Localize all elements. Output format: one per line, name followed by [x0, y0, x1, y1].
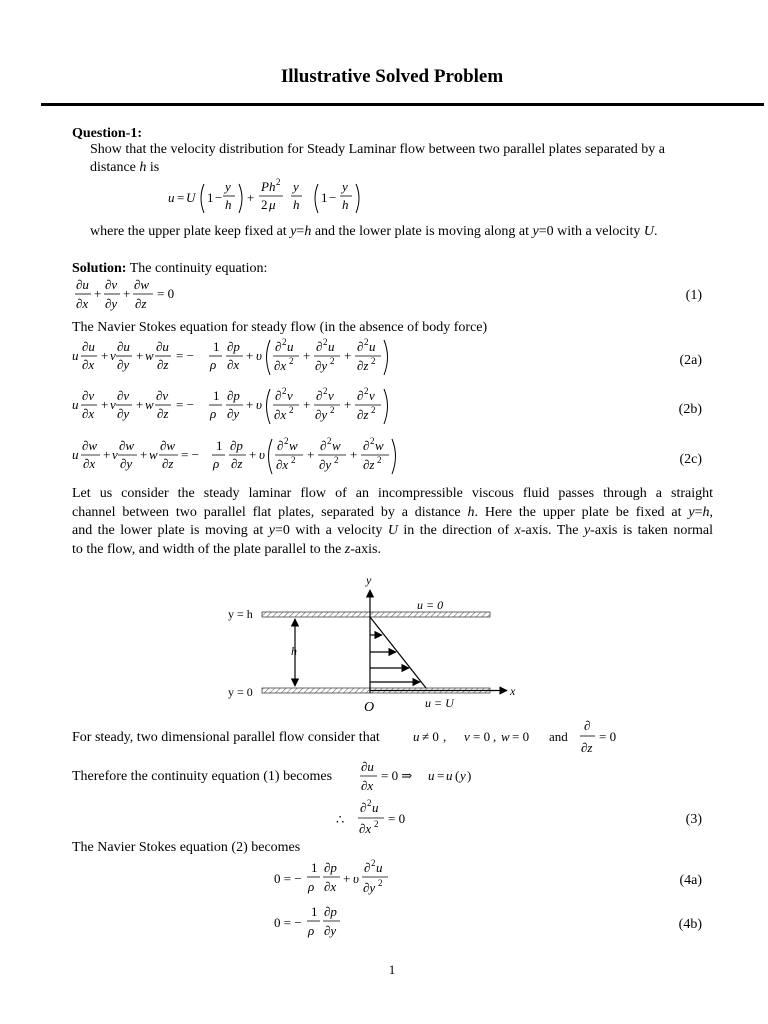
channel-flow-diagram: [215, 572, 535, 717]
svg-text:1: 1: [216, 438, 223, 453]
svg-text:u: u: [446, 768, 453, 783]
steady-flow-conditions: [408, 718, 626, 758]
svg-text:2: 2: [291, 455, 296, 465]
svg-text:∂v: ∂v: [156, 388, 169, 403]
svg-text:∂y: ∂y: [120, 456, 133, 471]
equation-3: [333, 797, 423, 839]
svg-text:+: +: [136, 348, 144, 363]
svg-text:∂: ∂: [275, 388, 282, 403]
svg-text:∂x: ∂x: [361, 778, 374, 793]
svg-text:+: +: [101, 397, 109, 412]
svg-text:∂z: ∂z: [157, 406, 169, 421]
paragraph-line-4: to the flow, and width of the plate parallel to the z-axis.: [72, 541, 381, 557]
svg-text:h: h: [342, 197, 349, 212]
svg-text:∂z: ∂z: [357, 407, 369, 422]
svg-text:∂: ∂: [316, 388, 323, 403]
svg-text:∂x: ∂x: [82, 406, 95, 421]
label-x-axis: x: [510, 684, 516, 698]
svg-text:U: U: [186, 190, 196, 205]
svg-text:∂x: ∂x: [82, 357, 95, 372]
svg-text:+: +: [303, 348, 311, 363]
svg-text:2: 2: [364, 386, 369, 396]
svg-text:+: +: [136, 397, 144, 412]
label-u-equals-U: u = U: [425, 696, 454, 710]
svg-text:ρ: ρ: [213, 456, 220, 471]
svg-text:∂z: ∂z: [162, 456, 174, 471]
navier-stokes-intro: The Navier Stokes equation for steady flow (in the absence of body force): [72, 320, 488, 335]
svg-text:∂v: ∂v: [105, 277, 118, 292]
svg-text:ρ: ρ: [308, 923, 315, 938]
svg-text:1: 1: [207, 190, 214, 205]
svg-text:∂x: ∂x: [83, 456, 96, 471]
svg-text:∂u: ∂u: [156, 339, 169, 354]
svg-text:∂: ∂: [277, 438, 284, 453]
label-y-equals-h: y = h: [228, 607, 253, 621]
equation-4a: [270, 857, 400, 899]
question-label: Question-1:: [72, 126, 142, 141]
svg-text:1: 1: [213, 339, 220, 354]
svg-text:2: 2: [282, 386, 287, 396]
svg-text:υ: υ: [256, 397, 262, 412]
equation-number-4b: (4b): [678, 917, 702, 932]
svg-text:υ: υ: [353, 871, 359, 886]
svg-text:+: +: [307, 447, 315, 462]
svg-text:+: +: [246, 348, 254, 363]
svg-text:0 = −: 0 = −: [274, 915, 302, 930]
page-title: Illustrative Solved Problem: [280, 66, 504, 87]
svg-text:w: w: [375, 438, 384, 453]
svg-text:v: v: [287, 388, 293, 403]
svg-text:∂u: ∂u: [82, 339, 95, 354]
svg-text:2: 2: [330, 405, 335, 415]
label-y-equals-0: y = 0: [228, 685, 253, 699]
svg-text:u: u: [72, 348, 79, 363]
svg-text:+: +: [249, 447, 257, 462]
svg-text:= 0: = 0: [473, 729, 491, 744]
svg-text:−: −: [215, 190, 223, 205]
svg-text:+: +: [123, 286, 131, 301]
svg-text:∂p: ∂p: [227, 339, 240, 354]
label-h: h: [291, 644, 297, 658]
svg-text:,: ,: [443, 729, 447, 744]
page-number: 1: [388, 962, 396, 977]
svg-text:+: +: [94, 286, 102, 301]
svg-text:+: +: [344, 348, 352, 363]
equation-number-2b: (2b): [678, 402, 702, 417]
question-line-3: where the upper plate keep fixed at y=h and the lower plate is moving along at y=0 with a velocity U.: [90, 224, 658, 239]
description-paragraph: [72, 485, 713, 558]
svg-text:= 0 ⇒: = 0 ⇒: [381, 768, 413, 783]
svg-text:∂p: ∂p: [230, 438, 243, 453]
svg-text:u: u: [372, 800, 379, 815]
svg-text:v: v: [464, 729, 470, 744]
svg-text:u: u: [287, 339, 294, 354]
svg-text:∂x: ∂x: [227, 357, 240, 372]
svg-text:+: +: [101, 348, 109, 363]
svg-text:∂x: ∂x: [276, 457, 289, 472]
svg-text:2: 2: [284, 436, 289, 446]
svg-text:∂w: ∂w: [119, 438, 135, 453]
svg-text:2: 2: [327, 436, 332, 446]
svg-text:+: +: [350, 447, 358, 462]
svg-text:= −: = −: [181, 447, 199, 462]
svg-text:y: y: [225, 179, 231, 194]
svg-text:υ: υ: [256, 348, 262, 363]
svg-text:2: 2: [370, 436, 375, 446]
svg-text:+: +: [303, 397, 311, 412]
equation-4b: [270, 901, 350, 943]
svg-text:2: 2: [371, 356, 376, 366]
label-y-axis: y: [366, 573, 372, 587]
svg-text:2: 2: [334, 455, 339, 465]
svg-text:ρ: ρ: [308, 879, 315, 894]
svg-text:∂v: ∂v: [117, 388, 130, 403]
svg-text:2: 2: [261, 197, 268, 212]
svg-text:ρ: ρ: [210, 357, 217, 372]
svg-text:= 0: = 0: [157, 286, 175, 301]
equation-number-1: (1): [685, 288, 702, 303]
svg-text:y: y: [293, 179, 299, 194]
svg-text:∂y: ∂y: [319, 457, 332, 472]
svg-text:,: ,: [493, 729, 497, 744]
svg-text:∂: ∂: [316, 339, 323, 354]
svg-text:2: 2: [323, 386, 328, 396]
svg-text:= 0: = 0: [388, 811, 406, 826]
svg-text:∂y: ∂y: [324, 923, 337, 938]
svg-text:u: u: [72, 397, 79, 412]
svg-text:2: 2: [330, 356, 335, 366]
svg-text:∂z: ∂z: [363, 457, 375, 472]
svg-text:∂: ∂: [360, 800, 367, 815]
svg-text:∂z: ∂z: [157, 357, 169, 372]
svg-text:v: v: [328, 388, 334, 403]
svg-text:2: 2: [367, 798, 372, 808]
equation-number-2a: (2a): [679, 353, 702, 368]
svg-text:∂w: ∂w: [160, 438, 176, 453]
svg-text:2: 2: [371, 405, 376, 415]
svg-text:∂w: ∂w: [134, 277, 150, 292]
svg-text:−: −: [329, 190, 337, 205]
svg-text:2: 2: [374, 819, 379, 829]
svg-text:2: 2: [377, 455, 382, 465]
therefore-line: Therefore the continuity equation (1) becomes: [72, 769, 333, 784]
svg-text:2: 2: [276, 177, 281, 187]
svg-text:): ): [467, 768, 472, 783]
svg-text:w: w: [501, 729, 510, 744]
svg-text:Ph: Ph: [261, 179, 276, 194]
navier-stokes-equations: [72, 335, 402, 483]
svg-text:∂p: ∂p: [227, 388, 240, 403]
steady-flow-line: For steady, two dimensional parallel flow consider that: [72, 730, 380, 745]
svg-text:∂p: ∂p: [324, 904, 337, 919]
svg-text:y: y: [460, 768, 466, 783]
svg-text:∂x: ∂x: [324, 879, 337, 894]
svg-text:u: u: [328, 339, 335, 354]
svg-text:∂y: ∂y: [105, 296, 118, 311]
svg-text:v: v: [110, 348, 116, 363]
svg-text:1: 1: [311, 904, 318, 919]
paragraph-line-3: and the lower plate is moving at y=0 with a velocity U in the direction of x-axis. The y-axis is taken normal: [72, 523, 714, 538]
svg-text:+: +: [247, 190, 255, 205]
svg-text:∂u: ∂u: [361, 759, 374, 774]
solution-line: Solution: The continuity equation:: [72, 261, 268, 276]
svg-text:+: +: [246, 397, 254, 412]
svg-text:w: w: [145, 348, 154, 363]
velocity-distribution-equation: [160, 176, 370, 220]
equation-number-3: (3): [685, 812, 702, 827]
svg-text:y: y: [342, 179, 348, 194]
svg-text:(: (: [455, 768, 460, 783]
question-line-1: Show that the velocity distribution for Steady Laminar flow between two parallel plates separated by a: [90, 142, 665, 157]
svg-text:= 0: = 0: [599, 729, 617, 744]
svg-text:∂z: ∂z: [135, 296, 147, 311]
svg-text:u: u: [369, 339, 376, 354]
svg-text:1: 1: [321, 190, 328, 205]
svg-text:=: =: [177, 190, 185, 205]
svg-text:1: 1: [311, 860, 318, 875]
svg-text:∂x: ∂x: [274, 407, 287, 422]
and-word: and: [549, 729, 568, 744]
svg-text:∂: ∂: [357, 339, 364, 354]
svg-text:w: w: [149, 447, 158, 462]
svg-text:∂: ∂: [357, 388, 364, 403]
svg-text:∂: ∂: [364, 860, 371, 875]
svg-text:ρ: ρ: [210, 406, 217, 421]
paragraph-line-1: Let us consider the steady laminar flow of an incompressible viscous fluid passes through a straight: [72, 486, 713, 501]
svg-text:u: u: [168, 190, 175, 205]
svg-text:∂u: ∂u: [117, 339, 130, 354]
question-line-2: distance h is: [90, 160, 160, 175]
svg-text:∂u: ∂u: [76, 277, 89, 292]
continuity-result: [357, 758, 497, 796]
svg-text:∂x: ∂x: [76, 296, 89, 311]
svg-text:∂y: ∂y: [363, 880, 376, 895]
svg-text:w: w: [332, 438, 341, 453]
svg-text:+: +: [103, 447, 111, 462]
svg-text:∂x: ∂x: [274, 358, 287, 373]
svg-text:u: u: [413, 729, 420, 744]
svg-text:w: w: [145, 397, 154, 412]
svg-text:∂: ∂: [363, 438, 370, 453]
svg-text:∂y: ∂y: [315, 407, 328, 422]
svg-text:∂y: ∂y: [117, 406, 130, 421]
svg-text:u: u: [428, 768, 435, 783]
svg-text:2: 2: [378, 878, 383, 888]
svg-text:2: 2: [289, 405, 294, 415]
paragraph-line-2: channel between two parallel flat plates, separated by a distance h. Here the upper plate be fixed at y=h,: [72, 504, 713, 520]
upper-plate: [262, 612, 490, 617]
svg-text:u: u: [72, 447, 79, 462]
svg-text:μ: μ: [269, 197, 276, 212]
svg-text:h: h: [293, 197, 300, 212]
svg-text:∂w: ∂w: [82, 438, 98, 453]
svg-text:= 0: = 0: [512, 729, 530, 744]
svg-text:1: 1: [213, 388, 220, 403]
svg-text:∂z: ∂z: [231, 456, 243, 471]
svg-text:2: 2: [289, 356, 294, 366]
svg-text:v: v: [110, 397, 116, 412]
svg-text:∂z: ∂z: [357, 358, 369, 373]
svg-text:h: h: [225, 197, 232, 212]
title-rule: [41, 103, 764, 106]
svg-text:u: u: [376, 860, 383, 875]
svg-text:∂y: ∂y: [117, 357, 130, 372]
navier-stokes-becomes-line: The Navier Stokes equation (2) becomes: [72, 840, 301, 855]
svg-text:v: v: [369, 388, 375, 403]
svg-text:υ: υ: [259, 447, 265, 462]
svg-text:v: v: [112, 447, 118, 462]
svg-text:=: =: [437, 768, 445, 783]
svg-text:+: +: [343, 871, 351, 886]
equation-number-2c: (2c): [679, 452, 702, 467]
svg-text:∂z: ∂z: [581, 740, 593, 755]
svg-text:+: +: [140, 447, 148, 462]
svg-text:= −: = −: [176, 348, 194, 363]
svg-text:≠ 0: ≠ 0: [422, 729, 439, 744]
svg-text:∂y: ∂y: [227, 406, 240, 421]
label-u-equals-0: u = 0: [417, 598, 444, 612]
svg-text:2: 2: [323, 337, 328, 347]
svg-text:∂y: ∂y: [315, 358, 328, 373]
svg-text:2: 2: [371, 858, 376, 868]
svg-text:2: 2: [282, 337, 287, 347]
continuity-equation: [72, 276, 192, 314]
svg-text:∂p: ∂p: [324, 860, 337, 875]
svg-text:∂: ∂: [584, 718, 591, 733]
svg-text:= −: = −: [176, 397, 194, 412]
svg-text:0 = −: 0 = −: [274, 871, 302, 886]
svg-text:∂: ∂: [320, 438, 327, 453]
equation-number-4a: (4a): [679, 873, 702, 888]
svg-text:∂: ∂: [275, 339, 282, 354]
svg-text:∂v: ∂v: [82, 388, 95, 403]
svg-text:2: 2: [364, 337, 369, 347]
svg-text:+: +: [344, 397, 352, 412]
label-origin: O: [364, 700, 375, 715]
svg-text:∂x: ∂x: [359, 821, 372, 836]
svg-text:w: w: [289, 438, 298, 453]
svg-text:∴: ∴: [336, 812, 345, 827]
